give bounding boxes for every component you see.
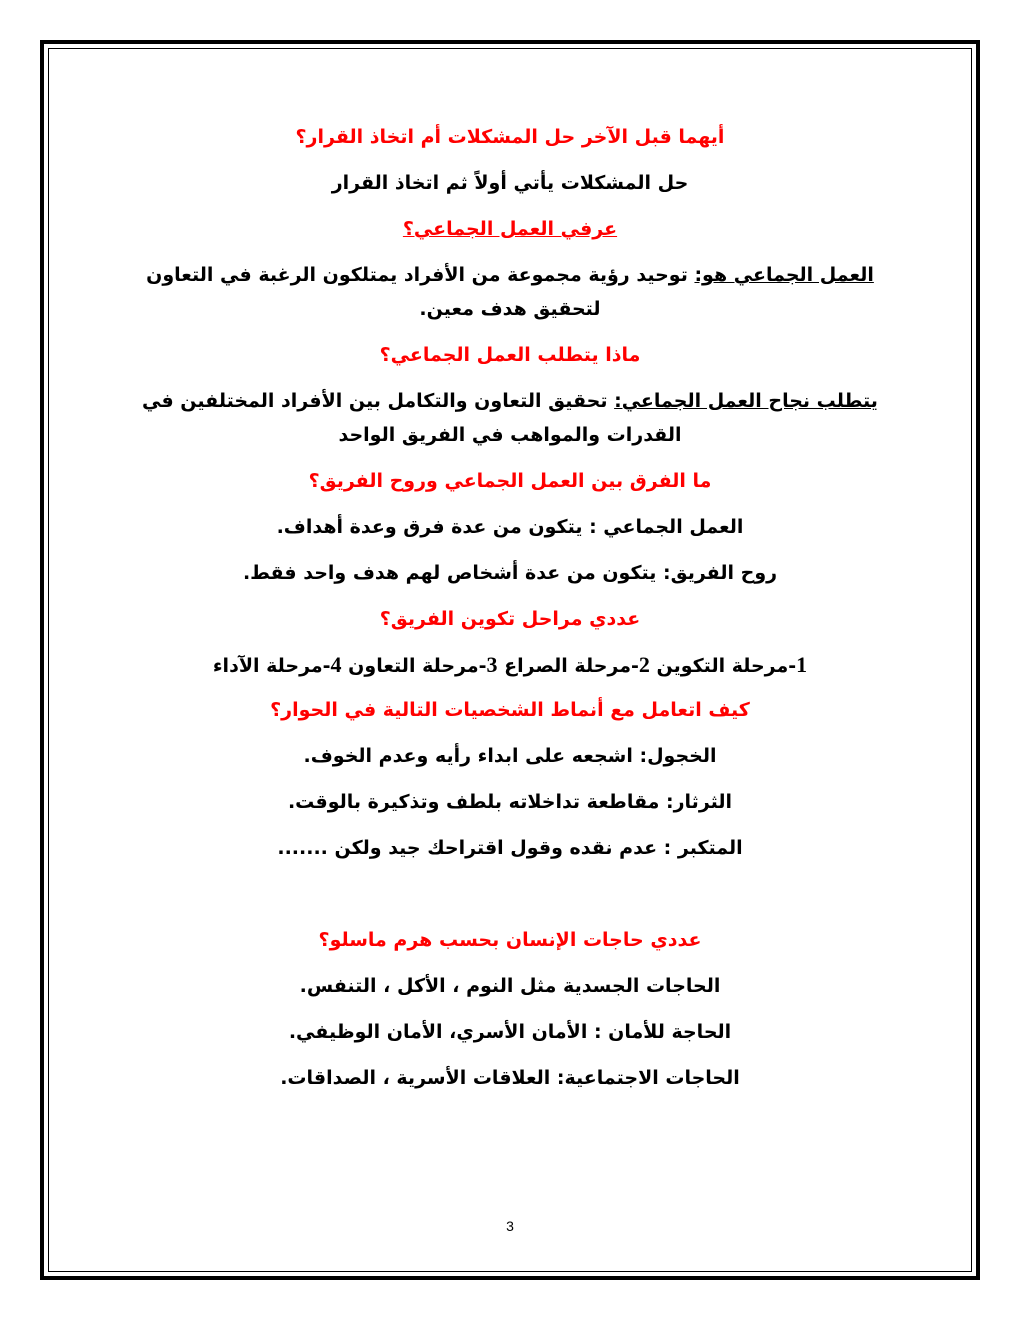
stage-label: -مرحلة التكوين [649,655,797,677]
stage-number: 4 [330,652,342,677]
answer-team-spirit-meaning: روح الفريق: يتكون من عدة أشخاص لهم هدف واحد فقط. [242,562,778,584]
question-team-formation-stages: عددي مراحل تكوين الفريق؟ [379,608,641,630]
answer-teamwork-definition [110,258,910,326]
question-problem-solving-vs-decision: أيهما قبل الآخر حل المشكلات أم اتخاذ القرار؟ [295,126,725,148]
page-number: 3 [506,1218,514,1234]
stage-label: -مرحلة التعاون [341,655,487,677]
stage-number: 1 [796,652,808,677]
answer-teamwork-requirements [110,384,910,452]
question-personality-types: كيف اتعامل مع أنماط الشخصيات التالية في الحوار؟ [270,699,750,721]
stage-number: 2 [638,652,650,677]
answer-teamwork-meaning: العمل الجماعي : يتكون من عدة فرق وعدة أهداف. [276,516,744,538]
question-define-teamwork: عرفي العمل الجماعي؟ [402,218,618,240]
answer-arrogant-person: المتكبر : عدم نقده وقول اقتراحك جيد ولكن ....... [277,837,743,859]
teamwork-term: العمل الجماعي هو: [694,264,874,286]
stage-label: -مرحلة الصراع [497,655,639,677]
teamwork-definition-text: توحيد رؤية مجموعة من الأفراد يمتلكون الرغبة في التعاون لتحقيق هدف معين. [146,264,695,320]
answer-physical-needs: الحاجات الجسدية مثل النوم ، الأكل ، التنفس. [299,975,721,997]
answer-talkative-person: الثرثار: مقاطعة تداخلاته بلطف وتذكيرة بالوقت. [287,791,733,813]
teamwork-requirements-text: تحقيق التعاون والتكامل بين الأفراد المختلفين في القدرات والمواهب في الفريق الواحد [142,390,682,446]
answer-team-formation-stages [110,650,910,681]
answer-social-needs: الحاجات الاجتماعية: العلاقات الأسرية ، الصداقات. [280,1067,740,1089]
question-teamwork-vs-team-spirit: ما الفرق بين العمل الجماعي وروح الفريق؟ [308,470,712,492]
stage-label: -مرحلة الآداء [212,655,331,677]
question-maslow-needs: عددي حاجات الإنسان بحسب هرم ماسلو؟ [318,929,702,951]
teamwork-success-term: يتطلب نجاح العمل الجماعي: [614,390,878,412]
answer-shy-person: الخجول: اشجعه على ابداء رأيه وعدم الخوف. [303,745,717,767]
stage-number: 3 [486,652,498,677]
answer-problem-solving-first: حل المشكلات يأتي أولاً ثم اتخاذ القرار [331,172,689,194]
page-content [110,110,910,1093]
question-teamwork-requirements: ماذا يتطلب العمل الجماعي؟ [379,344,641,366]
answer-safety-needs: الحاجة للأمان : الأمان الأسري، الأمان الوظيفي. [288,1021,732,1043]
